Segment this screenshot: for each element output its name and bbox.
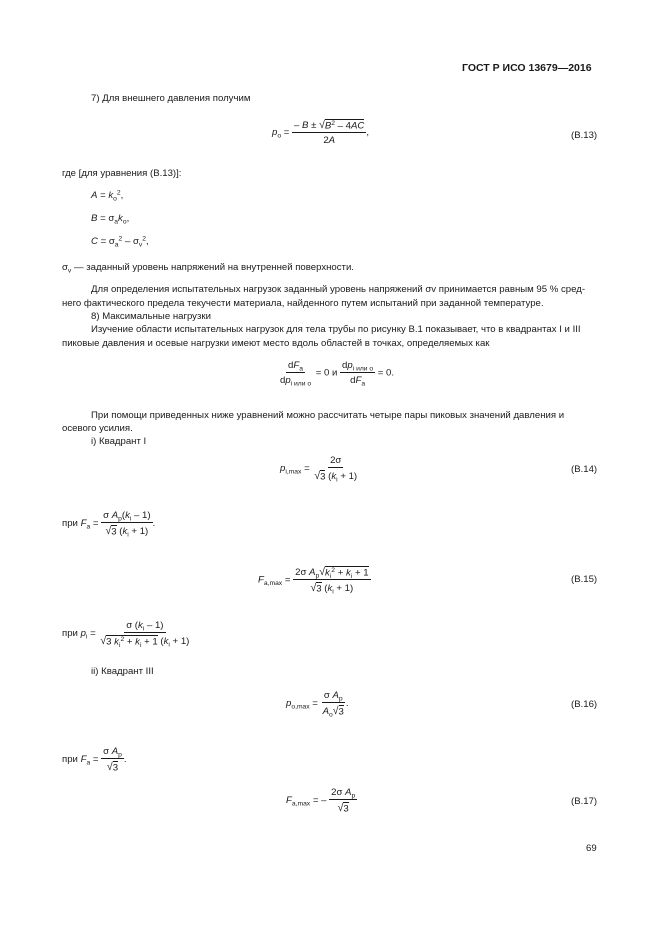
- quadrant-1-label: i) Квадрант I: [91, 436, 147, 447]
- condition-fa-quad3: при $F_a$ = $\frac{\sigma A_p}{√3}$ .: [62, 746, 127, 773]
- condition-pi-quad1: при $p_i$ = $\frac{\sigma (k_i - 1)}{√3 k_i^2 + k_i + 1 (k_i + 1)}$: [62, 620, 190, 649]
- equation-b17: $F_{a,max}$ = – $\frac{2\sigma A_p}{√3}$: [286, 787, 356, 814]
- test-loads-line-1: Для определения испытательных нагрузок заданный уровень напряжений σv принимается равным 95 % сред-: [91, 284, 586, 295]
- section-7-intro: 7) Для внешнего давления получим: [91, 93, 251, 104]
- test-loads-line-2: него фактического предела текучести материала, найденного путем испытаний при заданной температуре.: [62, 298, 544, 309]
- equation-derivative-condition: $\frac{dF_a}{dp_{i или o}}$ = 0 и $\frac{dp_{i или o}}{dF_a}$ = 0.: [280, 360, 395, 388]
- equation-b14: $p_{i,max}$ = $\frac{2\sigma}{√3 (k_i + 1)}$: [280, 455, 358, 484]
- equation-b13: $p_o$ = $\frac{- B \pm √B^2 - 4AC}{2A}$ ,: [272, 119, 370, 146]
- equation-number-b16: (В.16): [571, 699, 598, 710]
- page-number: 69: [586, 843, 597, 854]
- formula-b: $B = \sigma_ak_o$,: [91, 213, 130, 226]
- equation-number-b15: (В.15): [571, 574, 598, 585]
- section-8-line-2: пиковые давления и осевые нагрузки имеют место вдоль областей в точках, определяемых как: [62, 338, 490, 349]
- equation-number-b17: (В.17): [571, 796, 598, 807]
- calc-line-2: осевого усилия.: [62, 423, 133, 434]
- calc-line-1: При помощи приведенных ниже уравнений можно рассчитать четыре пары пиковых значений давления и: [91, 410, 565, 421]
- section-8-line-1: Изучение области испытательных нагрузок для тела трубы по рисунку В.1 показывает, что в квадрантах I и III: [91, 324, 581, 335]
- equation-b15: $F_{a,max}$ = $\frac{2\sigma A_p√k_i^2 + k_i + 1}{√3 (k_i + 1)}$: [258, 566, 369, 596]
- document-header-title: ГОСТ Р ИСО 13679—2016: [462, 62, 592, 74]
- equation-number-b14: (В.14): [571, 464, 598, 475]
- equation-number-b13: (В.13): [571, 130, 598, 141]
- formula-a: $A = k_o^2$,: [91, 189, 124, 203]
- quadrant-3-label: ii) Квадрант III: [91, 666, 154, 677]
- where-clause: где [для уравнения (В.13)]:: [62, 168, 182, 179]
- formula-c: $C = \sigma_a^2 - \sigma_v^2$,: [91, 235, 149, 249]
- condition-fa-quad1: при $F_a$ = $\frac{\sigma A_p(k_i - 1)}{√3 (k_i + 1)}$ .: [62, 510, 156, 539]
- section-8-title: 8) Максимальные нагрузки: [91, 311, 211, 322]
- sigma-v-definition: $\sigma_v$ — заданный уровень напряжений на внутренней поверхности.: [62, 262, 354, 275]
- equation-b16: $p_{o,max}$ = $\frac{\sigma A_p}{A_o√3}$ .: [286, 690, 349, 719]
